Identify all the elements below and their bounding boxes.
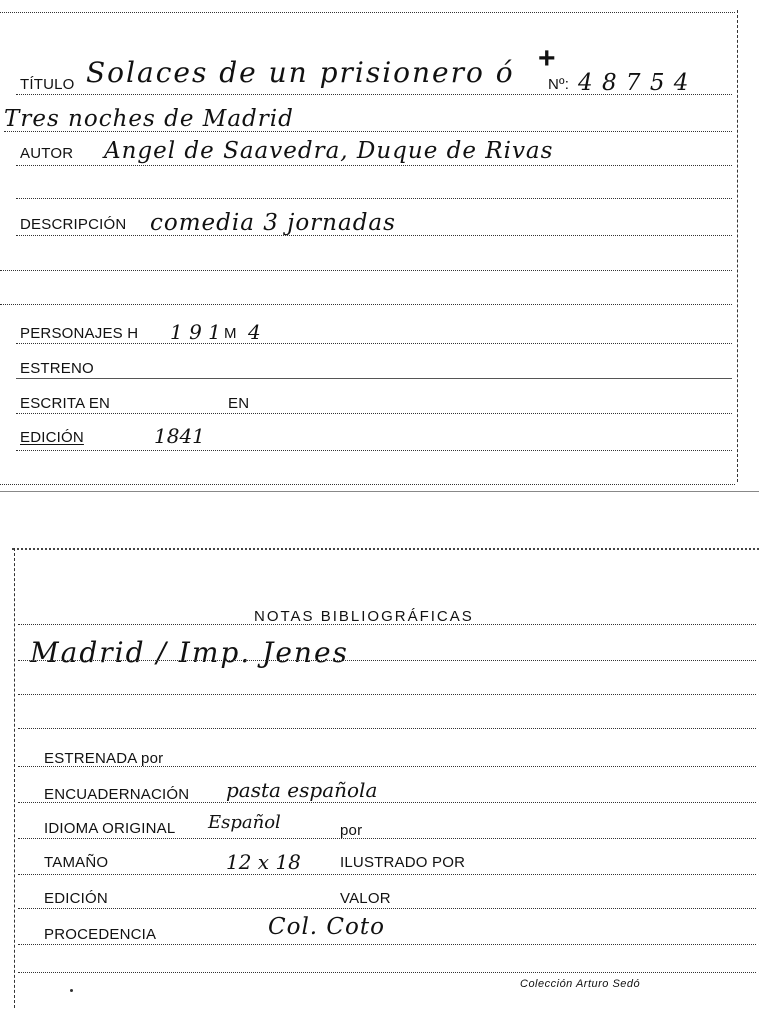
edicion2-line xyxy=(18,908,756,909)
heading-line xyxy=(18,624,756,625)
notas-value: Madrid / Imp. Jenes xyxy=(30,636,349,669)
personajes-m-value: 4 xyxy=(248,320,261,344)
numero-value: 4 8 7 5 4 xyxy=(578,70,690,96)
edicion-line xyxy=(16,450,732,451)
catalog-card-front xyxy=(0,0,759,492)
procedencia-value: Col. Coto xyxy=(268,914,385,940)
tamano-line xyxy=(18,874,756,875)
card-top-edge xyxy=(0,12,735,13)
titulo-label: TÍTULO xyxy=(20,76,75,93)
numero-label: Nº: xyxy=(548,76,570,93)
estrenada-line xyxy=(18,766,756,767)
idioma-value: Español xyxy=(208,812,281,833)
titulo-line xyxy=(16,94,732,95)
personajes-m-label: M xyxy=(224,325,237,342)
card-bottom-edge xyxy=(0,484,735,485)
cross-mark: + xyxy=(538,42,556,75)
blank-line-1 xyxy=(16,198,732,199)
encuadernacion-label: ENCUADERNACIÓN xyxy=(44,786,190,803)
personajes-label: PERSONAJES H xyxy=(20,325,139,342)
encuadernacion-line xyxy=(18,802,756,803)
personajes-h-value: 1 9 1 xyxy=(170,320,221,344)
edicion-label: EDICIÓN xyxy=(20,429,84,446)
notas-heading: NOTAS BIBLIOGRÁFICAS xyxy=(254,608,474,625)
procedencia-label: PROCEDENCIA xyxy=(44,926,157,943)
card2-top-edge xyxy=(12,548,759,550)
escrita-line xyxy=(16,413,732,414)
procedencia-line xyxy=(18,944,756,945)
tamano-label: TAMAÑO xyxy=(44,854,109,871)
ink-speck xyxy=(70,989,73,992)
blank-line-2 xyxy=(0,270,732,271)
edicion-value: 1841 xyxy=(154,424,205,448)
notas-line xyxy=(18,660,756,661)
blank-line-5 xyxy=(18,728,756,729)
blank-line-4 xyxy=(18,694,756,695)
collection-footer: Colección Arturo Sedó xyxy=(520,978,641,990)
escrita-en-label: EN xyxy=(228,395,250,412)
autor-label: AUTOR xyxy=(20,145,74,162)
card2-left-edge xyxy=(14,548,15,1008)
autor-value: Angel de Saavedra, Duque de Rivas xyxy=(104,138,554,164)
titulo-value: Solaces de un prisionero ó xyxy=(86,56,515,89)
ilustrado-label: ILUSTRADO POR xyxy=(340,854,466,871)
catalog-card-back xyxy=(0,540,759,1028)
autor-line xyxy=(16,165,732,166)
card-separator xyxy=(0,491,759,492)
descripcion-label: DESCRIPCIÓN xyxy=(20,216,127,233)
titulo-continuation: Tres noches de Madrid xyxy=(4,106,294,132)
card-right-edge xyxy=(737,10,738,482)
idioma-line xyxy=(18,838,756,839)
estreno-label: ESTRENO xyxy=(20,360,94,377)
valor-label: VALOR xyxy=(340,890,391,907)
estreno-line xyxy=(16,378,732,379)
estrenada-label: ESTRENADA por xyxy=(44,750,164,767)
idioma-label: IDIOMA ORIGINAL xyxy=(44,820,176,837)
descripcion-value: comedia 3 jornadas xyxy=(150,210,396,236)
personajes-line xyxy=(16,343,732,344)
descripcion-line xyxy=(16,235,732,236)
card2-bottom-line xyxy=(18,972,756,973)
tamano-value: 12 x 18 xyxy=(226,850,301,874)
encuadernacion-value: pasta española xyxy=(226,778,378,802)
edicion2-label: EDICIÓN xyxy=(44,890,108,907)
idioma-por-label: por xyxy=(340,822,363,839)
escrita-label: ESCRITA EN xyxy=(20,395,111,412)
subtitle-line xyxy=(4,131,732,132)
blank-line-3 xyxy=(0,304,732,305)
